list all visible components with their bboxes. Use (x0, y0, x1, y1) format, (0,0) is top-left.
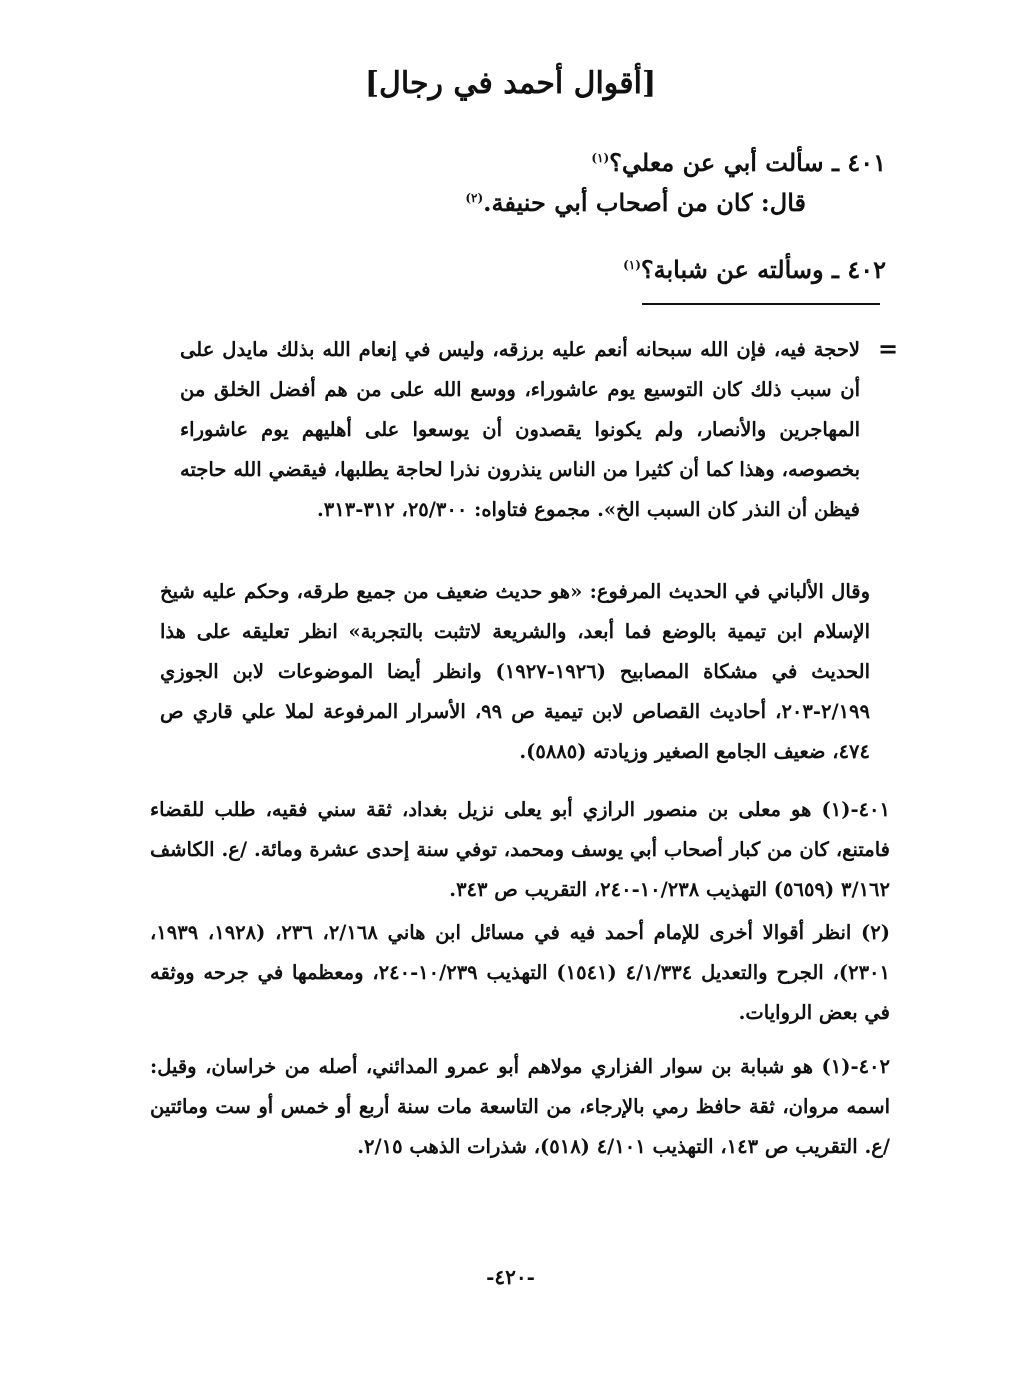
entry-401-question-text: ٤٠١ ـ سألت أبي عن معلي؟ (609, 148, 886, 177)
footnote-401-2: (٢) انظر أقوالا أخرى للإمام أحمد فيه في مسائل ابن هاني ٢/١٦٨، ٢٣٦، (١٩٢٨، ١٩٣٩، ٢٣٠١)، الجرح والتعديل ٤/١/٣٣٤ (١٥٤١) التهذيب ١٠/٢٣٩-٢٤٠، ومعظمها في جرحه ووثقه في بعض الروايات. (150, 921, 890, 1024)
entry-402-note-ref: (١) (623, 258, 641, 272)
entry-401-answer-text: قال: كان من أصحاب أبي حنيفة. (483, 188, 806, 217)
footnote-albani: وقال الألباني في الحديث المرفوع: «هو حديث ضعيف من جميع طرقه، وحكم عليه شيخ الإسلام ابن تيمية بالوضع فما أبعد، والشريعة لاتثبت بالتجربة» انظر تعليقه على هذا الحديث في مشكاة المصابيح (١٩٢٦-١٩٢٧) وانظر أيضا الموضوعات لابن الجوزي ٢/١٩٩-٢٠٣، أحاديث القصاص لابن تيمية ص ٩٩، الأسرار المرفوعة لملا علي قاري ص ٤٧٤، ضعيف الجامع الصغير وزيادته (٥٨٨٥). (160, 580, 870, 763)
page-number: -٤٢٠- (486, 1265, 535, 1289)
footnote-402-1: ٤٠٢-(١) هو شبابة بن سوار الفزاري مولاهم أبو عمرو المدائني، أصله من خراسان، وقيل: اسمه مروان، ثقة حافظ رمي بالإرجاء، من التاسعة مات سنة أربع أو خمس أو ست ومائتين /ع. التقريب ص ١٤٣، التهذيب ٤/١٠١ (٥١٨)، شذرات الذهب ٢/١٥. (150, 1055, 890, 1158)
footnote-401-1: ٤٠١-(١) هو معلى بن منصور الرازي أبو يعلى نزيل بغداد، ثقة سني فقيه، طلب للقضاء فامتنع، كان من كبار أصحاب أبي يوسف ومحمد، توفي سنة إحدى عشرة ومائة. /ع. الكاشف ٣/١٦٢ (٥٦٥٩) التهذيب ١٠/٢٣٨-٢٤٠، التقريب ص ٣٤٣. (150, 798, 890, 901)
page-title: [أقوال أحمد في رجال] (364, 66, 657, 101)
entry-401-answer-note-ref: (٢) (465, 191, 484, 205)
footnote-continuation: لاحجة فيه، فإن الله سبحانه أنعم عليه برزقه، وليس في إنعام الله بذلك مايدل على أن سبب ذلك كان التوسيع يوم عاشوراء، ووسع الله على من هم أفضل الخلق من المهاجرين والأنصار، ولم يكونوا يقصدون أن يوسعوا على أهليهم يوم عاشوراء بخصوصه، وهذا كما أن كثيرا من الناس ينذرون نذرا لحاجة يطلبها، فيقضي الله حاجته فيظن أن النذر كان السبب الخ». مجموع فتاواه: ٢٥/٣٠٠، ٣١٢-٣١٣. (180, 338, 860, 521)
entry-401-question (366, 138, 886, 183)
entry-402-question (366, 245, 886, 290)
continuation-marker: = (878, 334, 899, 363)
entry-402-question-text: ٤٠٢ ـ وسألته عن شبابة؟ (640, 255, 886, 284)
footnote-separator (642, 303, 880, 305)
entry-401-answer (286, 178, 806, 223)
entry-401-note-ref: (١) (591, 151, 610, 165)
